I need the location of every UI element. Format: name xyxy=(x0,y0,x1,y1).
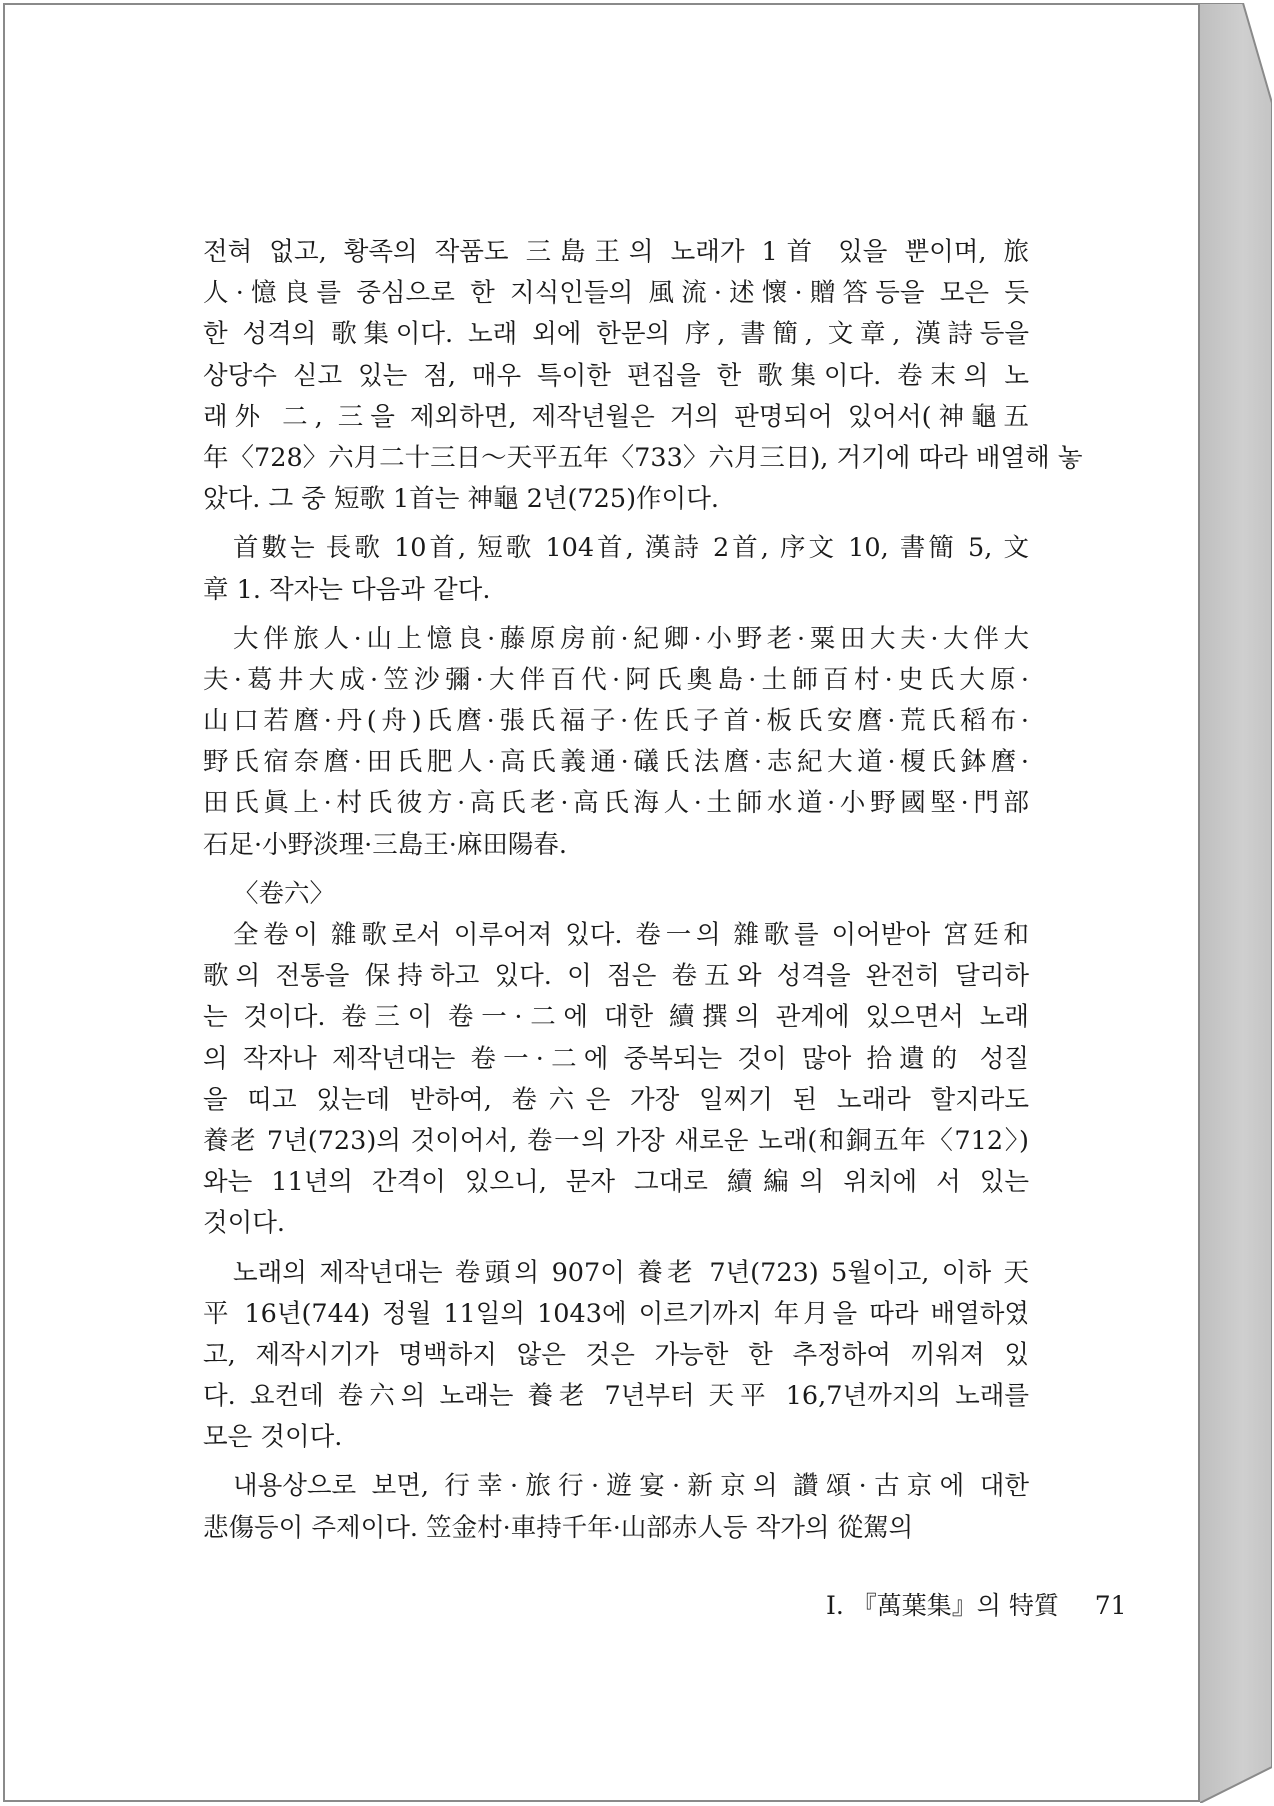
text-line: 石足·小野淡理·三島王·麻田陽春. xyxy=(203,829,567,860)
text-line: 悲傷등이 주제이다. 笠金村·車持千年·山部赤人등 작가의 從駕의 xyxy=(203,1512,914,1543)
paragraph-gap xyxy=(203,520,1029,528)
paragraph xyxy=(203,1466,1029,1548)
paragraph-gap xyxy=(203,611,1029,619)
paragraph xyxy=(203,915,1029,1245)
text-line: 았다. 그 중 短歌 1首는 神龜 2년(725)作이다. xyxy=(203,484,719,515)
text-line: 大伴旅人·山上憶良·藤原房前·紀卿·小野老·粟田大夫·大伴大 xyxy=(233,623,1029,654)
text-line: 모은 것이다. xyxy=(203,1422,343,1453)
text-line: 首數는 長歌 10首, 短歌 104首, 漢詩 2首, 序文 10, 書簡 5, 文 xyxy=(233,533,1029,564)
body-text xyxy=(203,232,1083,1549)
text-line: 전혀 없고, 황족의 작품도 三島王의 노래가 1首 있을 뿐이며, 旅 xyxy=(203,237,1029,267)
book-page-edge xyxy=(1200,3,1272,1803)
text-line: 다. 요컨데 卷六의 노래는 養老 7년부터 天平 16,7년까지의 노래를 xyxy=(203,1381,1029,1412)
paragraph xyxy=(203,874,1029,915)
text-line: 의 작자나 제작년대는 卷一·二에 중복되는 것이 많아 拾遺的 성질 xyxy=(203,1043,1029,1074)
page-number: 71 xyxy=(1094,1591,1127,1620)
text-line: 全卷이 雜歌로서 이루어져 있다. 卷一의 雜歌를 이어받아 宮廷和 xyxy=(233,920,1029,950)
paragraph-gap xyxy=(203,866,1029,874)
text-line: 는 것이다. 卷三이 卷一·二에 대한 續撰의 관계에 있으면서 노래 xyxy=(203,1002,1029,1033)
text-line: 養老 7년(723)의 것이어서, 卷一의 가장 새로운 노래(和銅五年〈712〉) xyxy=(203,1125,1029,1156)
paragraph-gap xyxy=(203,1458,1029,1466)
text-line: 章 1. 작자는 다음과 같다. xyxy=(203,574,491,605)
text-line: 내용상으로 보면, 行幸·旅行·遊宴·新京의 讚頌·古京에 대한 xyxy=(233,1471,1029,1502)
paragraph-gap xyxy=(203,1245,1029,1253)
text-line: 野氏宿奈麿·田氏肥人·高氏義通·礒氏法麿·志紀大道·榎氏鉢麿· xyxy=(203,747,1029,778)
text-line: 고, 제작시기가 명백하지 않은 것은 가능한 한 추정하여 끼워져 있 xyxy=(203,1339,1029,1370)
text-line: 래外 二, 三을 제외하면, 제작년월은 거의 판명되어 있어서(神龜五 xyxy=(203,401,1029,432)
text-line: 平 16년(744) 정월 11일의 1043에 이르기까지 年月을 따라 배열하였 xyxy=(203,1298,1029,1329)
text-line: 한 성격의 歌集이다. 노래 외에 한문의 序, 書簡, 文章, 漢詩등을 xyxy=(203,319,1029,350)
text-line: 〈卷六〉 xyxy=(233,878,336,909)
text-line: 을 띠고 있는데 반하여, 卷六은 가장 일찌기 된 노래라 할지라도 xyxy=(203,1084,1029,1115)
text-line: 山口若麿·丹(舟)氏麿·張氏福子·佐氏子首·板氏安麿·荒氏稻布· xyxy=(203,706,1029,737)
text-line: 田氏眞上·村氏彼方·高氏老·高氏海人·土師水道·小野國堅·門部 xyxy=(203,788,1029,819)
text-line: 年〈728〉六月二十三日～天平五年〈733〉六月三日), 거기에 따라 배열해 놓 xyxy=(203,442,1083,473)
page-footer xyxy=(826,1586,1127,1622)
paragraph xyxy=(203,528,1029,610)
paragraph xyxy=(203,619,1029,866)
text-line: 歌의 전통을 保持하고 있다. 이 점은 卷五와 성격을 완전히 달리하 xyxy=(203,961,1029,992)
paragraph xyxy=(203,1253,1029,1459)
text-line: 것이다. xyxy=(203,1208,286,1239)
text-line: 노래의 제작년대는 卷頭의 907이 養老 7년(723) 5월이고, 이하 天 xyxy=(233,1257,1029,1288)
running-title: I. 『萬葉集』의 特質 xyxy=(826,1591,1059,1620)
text-line: 와는 11년의 간격이 있으니, 문자 그대로 續編의 위치에 서 있는 xyxy=(203,1167,1029,1198)
text-line: 상당수 싣고 있는 점, 매우 특이한 편집을 한 歌集이다. 卷末의 노 xyxy=(203,360,1029,391)
text-line: 夫·葛井大成·笠沙彌·大伴百代·阿氏奧島·土師百村·史氏大原· xyxy=(203,664,1029,695)
paragraph xyxy=(203,232,1083,520)
text-line: 人·憶良를 중심으로 한 지식인들의 風流·述懷·贈答등을 모은 듯 xyxy=(203,278,1029,309)
